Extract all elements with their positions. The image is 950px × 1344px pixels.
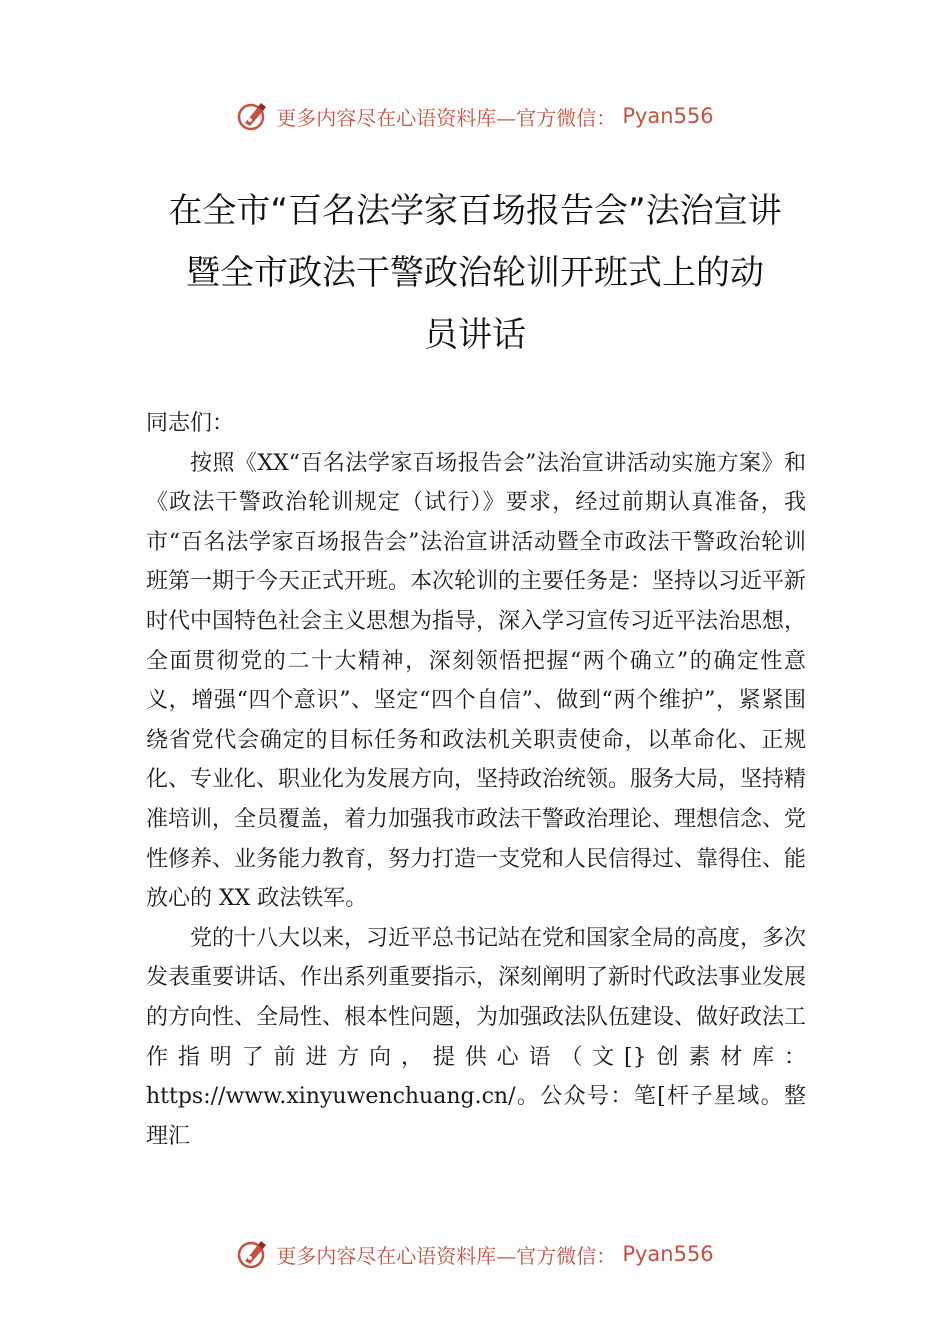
document-body bbox=[146, 404, 806, 1156]
document-title bbox=[120, 180, 830, 366]
title-line-1: 在全市“百名法学家百场报告会”法治宣讲 bbox=[168, 191, 782, 231]
title-line-2: 暨全市政法干警政治轮训开班式上的动 bbox=[186, 253, 764, 293]
banner-wechat-handle: Pyan556 bbox=[622, 104, 714, 128]
paragraph-2: 党的十八大以来，习近平总书记站在党和国家全局的高度，多次发表重要讲话、作出系列重要指示，深刻阐明了新时代政法事业发展的方向性、全局性、根本性问题，为加强政法队伍建设、做好政法工作指明了前进方向，提供心语（文[}创素材库：https://www.xinyuwenchuang.cn/。公众号：笔[杆子星域。整理汇 bbox=[146, 925, 807, 1149]
title-line-3: 员讲话 bbox=[424, 315, 526, 355]
paragraph-1: 按照《XX“百名法学家百场报告会”法治宣讲活动实施方案》和《政法干警政治轮训规定（试行）》要求，经过前期认真准备，我市“百名法学家百场报告会”法治宣讲活动暨全市政法干警政治轮训班第一期于今天正式开班。本次轮训的主要任务是：坚持以习近平新时代中国特色社会主义思想为指导，深入学习宣传习近平法治思想，全面贯彻党的二十大精神，深刻领悟把握“两个确立”的确定性意义，增强“四个意识”、坚定“四个自信”、做到“两个维护”，紧紧围绕省党代会确定的目标任务和政法机关职责使命，以革命化、正规化、专业化、职业化为发展方向，坚持政治统领。服务大局，坚持精准培训，全员覆盖，着力加强我市政法干警政治理论、理想信念、党性修养、业务能力教育，努力打造一支党和人民信得过、靠得住、能放心的 XX 政法铁军。 bbox=[146, 450, 807, 912]
banner-text: 更多内容尽在心语资料库—官方微信： bbox=[276, 105, 617, 130]
header-banner bbox=[0, 96, 950, 136]
banner-wechat-handle: Pyan556 bbox=[622, 1242, 714, 1266]
pen-nib-logo-icon bbox=[236, 99, 270, 133]
footer-banner bbox=[0, 1234, 950, 1274]
salutation: 同志们： bbox=[146, 411, 235, 436]
pen-nib-logo-icon bbox=[236, 1237, 270, 1271]
banner-text: 更多内容尽在心语资料库—官方微信： bbox=[276, 1243, 617, 1268]
